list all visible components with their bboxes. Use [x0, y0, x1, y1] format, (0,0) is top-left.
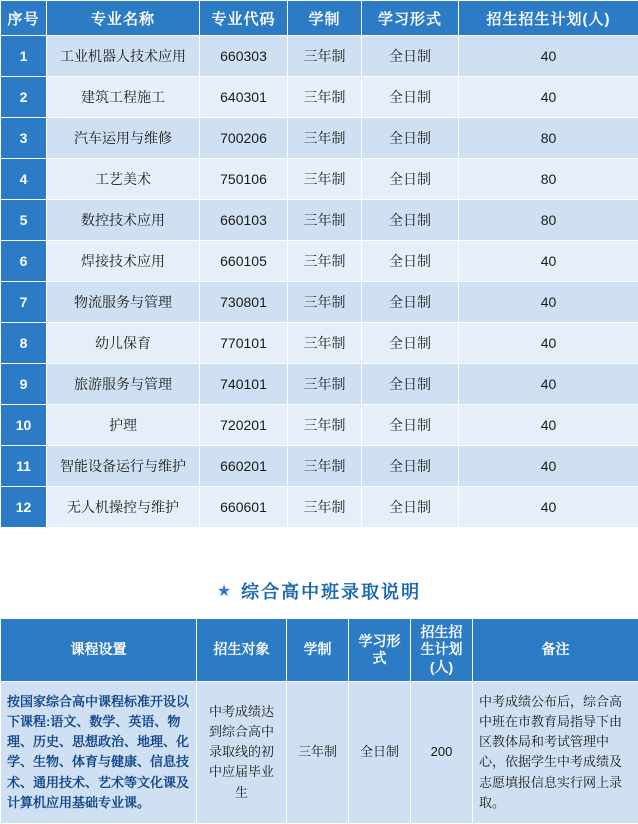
- cell-name: 建筑工程施工: [47, 77, 200, 118]
- cell-index: 1: [1, 36, 47, 77]
- cell-plan: 80: [459, 159, 638, 200]
- column-header-plan: 招生招生计划(人): [411, 619, 473, 682]
- cell-index: 6: [1, 241, 47, 282]
- table-row: [1, 241, 638, 282]
- cell-name: 数控技术应用: [47, 200, 200, 241]
- cell-form: 全日制: [349, 682, 411, 824]
- cell-form: 全日制: [362, 405, 459, 446]
- column-header-code: 专业代码: [200, 1, 288, 36]
- cell-code: 660105: [200, 241, 288, 282]
- column-header-form: 学习形式: [349, 619, 411, 682]
- cell-index: 10: [1, 405, 47, 446]
- cell-code: 660601: [200, 487, 288, 528]
- cell-system: 三年制: [288, 36, 362, 77]
- combined-table-body: [1, 682, 638, 824]
- table-row: [1, 682, 638, 824]
- table-row: [1, 364, 638, 405]
- cell-index: 11: [1, 446, 47, 487]
- table-row: [1, 323, 638, 364]
- column-header-system: 学制: [288, 1, 362, 36]
- cell-system: 三年制: [288, 446, 362, 487]
- cell-code: 740101: [200, 364, 288, 405]
- cell-system: 三年制: [288, 118, 362, 159]
- cell-index: 8: [1, 323, 47, 364]
- column-header-form: 学习形式: [362, 1, 459, 36]
- cell-index: 5: [1, 200, 47, 241]
- table-row: [1, 487, 638, 528]
- section-spacer: [0, 528, 638, 574]
- cell-index: 12: [1, 487, 47, 528]
- majors-table-header: [1, 1, 638, 36]
- cell-plan: 40: [459, 446, 638, 487]
- cell-name: 焊接技术应用: [47, 241, 200, 282]
- cell-form: 全日制: [362, 36, 459, 77]
- cell-system: 三年制: [288, 200, 362, 241]
- cell-plan: 80: [459, 200, 638, 241]
- table-row: [1, 282, 638, 323]
- cell-system: 三年制: [288, 323, 362, 364]
- cell-index: 7: [1, 282, 47, 323]
- combined-table-header: [1, 619, 638, 682]
- cell-name: 幼儿保育: [47, 323, 200, 364]
- cell-plan: 40: [459, 364, 638, 405]
- cell-code: 750106: [200, 159, 288, 200]
- cell-system: 三年制: [288, 487, 362, 528]
- column-header-remark: 备注: [473, 619, 638, 682]
- section-heading: [0, 574, 638, 618]
- cell-system: 三年制: [287, 682, 349, 824]
- cell-code: 730801: [200, 282, 288, 323]
- cell-form: 全日制: [362, 364, 459, 405]
- cell-code: 720201: [200, 405, 288, 446]
- cell-name: 工艺美术: [47, 159, 200, 200]
- cell-plan: 40: [459, 77, 638, 118]
- table-header-row: [1, 1, 638, 36]
- cell-code: 640301: [200, 77, 288, 118]
- cell-index: 4: [1, 159, 47, 200]
- column-header-name: 专业名称: [47, 1, 200, 36]
- cell-system: 三年制: [288, 364, 362, 405]
- column-header-system: 学制: [287, 619, 349, 682]
- cell-form: 全日制: [362, 487, 459, 528]
- cell-remark: 中考成绩公布后，综合高中班在市教育局指导下由区教体局和考试管理中心，依据学生中考成绩及志愿填报信息实行网上录取。: [473, 682, 638, 824]
- table-row: [1, 446, 638, 487]
- cell-code: 770101: [200, 323, 288, 364]
- cell-code: 660103: [200, 200, 288, 241]
- cell-index: 9: [1, 364, 47, 405]
- cell-form: 全日制: [362, 323, 459, 364]
- table-row: [1, 77, 638, 118]
- column-header-index: 序号: [1, 1, 47, 36]
- cell-plan: 40: [459, 241, 638, 282]
- cell-plan: 40: [459, 282, 638, 323]
- cell-form: 全日制: [362, 200, 459, 241]
- column-header-courses: 课程设置: [1, 619, 197, 682]
- cell-name: 智能设备运行与维护: [47, 446, 200, 487]
- cell-name: 工业机器人技术应用: [47, 36, 200, 77]
- cell-plan: 40: [459, 487, 638, 528]
- cell-form: 全日制: [362, 241, 459, 282]
- column-header-target: 招生对象: [197, 619, 287, 682]
- cell-code: 660201: [200, 446, 288, 487]
- combined-class-table: [0, 618, 638, 824]
- cell-code: 700206: [200, 118, 288, 159]
- table-header-row: [1, 619, 638, 682]
- table-row: [1, 118, 638, 159]
- cell-index: 3: [1, 118, 47, 159]
- cell-name: 汽车运用与维修: [47, 118, 200, 159]
- majors-table-body: [1, 36, 638, 528]
- cell-courses: 按国家综合高中课程标准开设以下课程:语文、数学、英语、物理、历史、思想政治、地理、化学、生物、体育与健康、信息技术、通用技术、艺术等文化课及计算机应用基础专业课。: [1, 682, 197, 824]
- table-row: [1, 200, 638, 241]
- page-title: 综合高中班录取说明: [241, 582, 421, 602]
- table-row: [1, 405, 638, 446]
- cell-form: 全日制: [362, 77, 459, 118]
- cell-system: 三年制: [288, 405, 362, 446]
- cell-index: 2: [1, 77, 47, 118]
- cell-form: 全日制: [362, 159, 459, 200]
- cell-name: 物流服务与管理: [47, 282, 200, 323]
- cell-plan: 40: [459, 36, 638, 77]
- column-header-plan: 招生招生计划(人): [459, 1, 638, 36]
- table-row: [1, 159, 638, 200]
- cell-form: 全日制: [362, 282, 459, 323]
- cell-plan: 200: [411, 682, 473, 824]
- cell-plan: 40: [459, 323, 638, 364]
- table-row: [1, 36, 638, 77]
- cell-code: 660303: [200, 36, 288, 77]
- cell-system: 三年制: [288, 77, 362, 118]
- cell-form: 全日制: [362, 446, 459, 487]
- cell-target: 中考成绩达到综合高中录取线的初中应届毕业生: [197, 682, 287, 824]
- cell-system: 三年制: [288, 282, 362, 323]
- cell-system: 三年制: [288, 241, 362, 282]
- cell-name: 无人机操控与维护: [47, 487, 200, 528]
- star-icon: ★: [217, 583, 231, 600]
- cell-plan: 80: [459, 118, 638, 159]
- cell-name: 护理: [47, 405, 200, 446]
- cell-system: 三年制: [288, 159, 362, 200]
- cell-plan: 40: [459, 405, 638, 446]
- cell-form: 全日制: [362, 118, 459, 159]
- cell-name: 旅游服务与管理: [47, 364, 200, 405]
